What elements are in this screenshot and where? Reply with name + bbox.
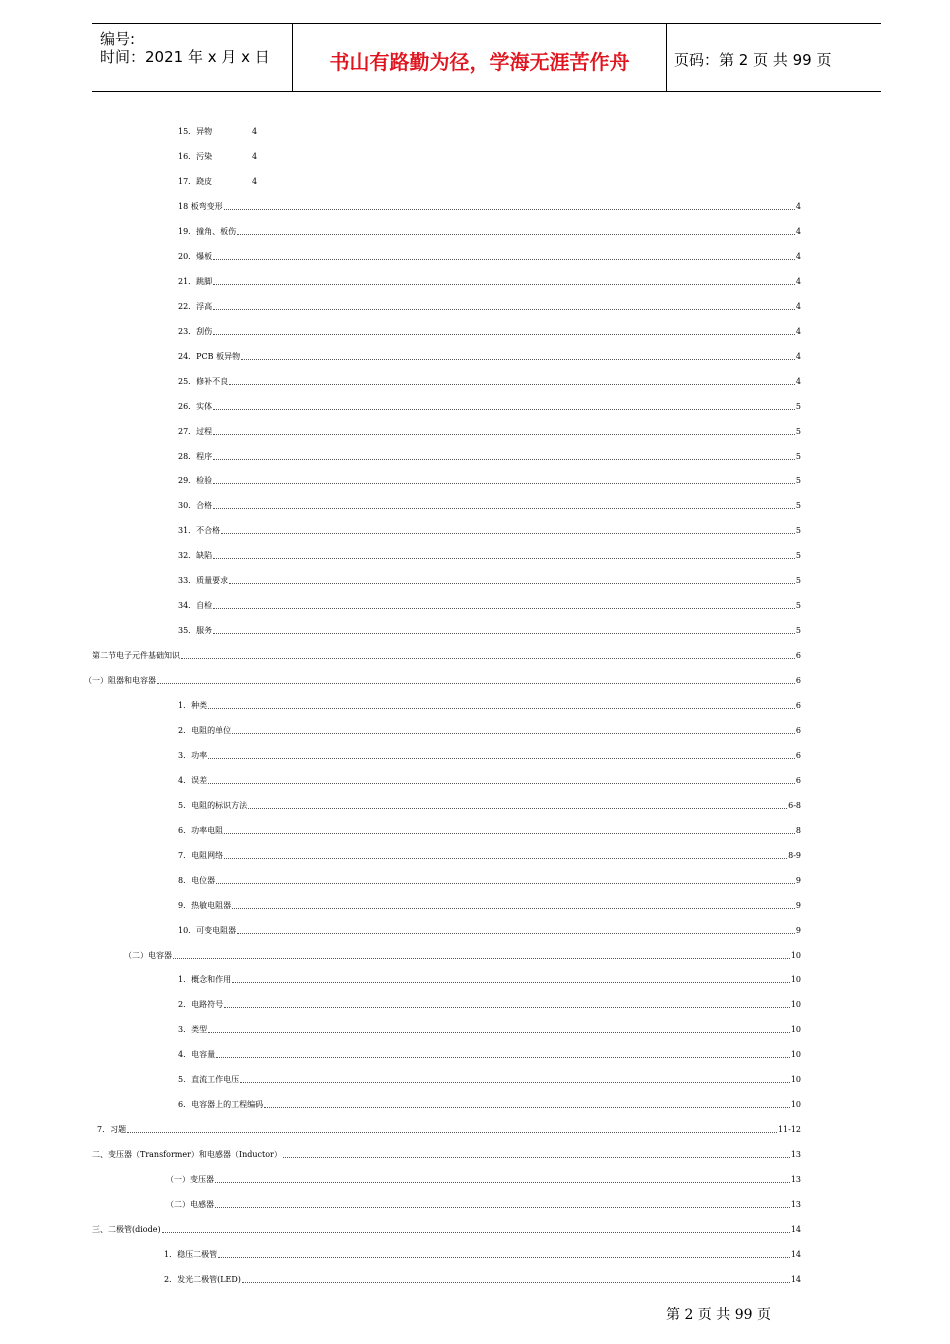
toc-entry (92, 650, 801, 662)
toc-entry-page: 5 (795, 551, 801, 560)
toc-entry-label: 30．合格 (178, 501, 213, 510)
dot-leader (229, 582, 795, 584)
dot-leader (242, 1281, 790, 1283)
toc-entry-label: 9．热敏电阻器 (178, 901, 232, 910)
toc-entry-label: 3．功率 (178, 751, 208, 760)
toc-entry (178, 301, 801, 313)
dot-leader (224, 208, 795, 210)
toc-entry-page: 6 (795, 651, 801, 660)
toc-entry-label: 27．过程 (178, 427, 213, 436)
dot-leader (218, 1256, 790, 1258)
toc-entry-label: 24．PCB 板异物 (178, 352, 241, 361)
toc-entry-page: 10 (790, 951, 801, 960)
toc-entry-page: 6 (795, 776, 801, 785)
toc-entry (178, 925, 801, 937)
toc-entry (178, 276, 801, 288)
toc-entry-page: 11-12 (777, 1125, 801, 1134)
toc-entry (178, 226, 801, 238)
toc-entry-label: 16．污染 (178, 152, 213, 161)
toc-entry (178, 1049, 801, 1061)
toc-entry (178, 1024, 801, 1036)
toc-entry-label: 二、变压器（Transformer）和电感器（Inductor） (92, 1150, 282, 1159)
toc-entry (178, 875, 801, 887)
toc-entry-page: 14 (790, 1225, 801, 1234)
toc-entry-label: 三、二极管(diode) (92, 1225, 161, 1234)
dot-leader (283, 1156, 790, 1158)
dot-leader (232, 907, 795, 909)
toc-entry-page: 9 (795, 876, 801, 885)
toc-entry-page: 10 (790, 1025, 801, 1034)
toc-entry-label: 6．功率电阻 (178, 826, 224, 835)
toc-entry (178, 775, 801, 787)
dot-leader (224, 857, 787, 859)
dot-leader (162, 1231, 790, 1233)
toc-entry-label: 10．可变电阻器 (178, 926, 237, 935)
toc-entry-label: 1．种类 (178, 701, 208, 710)
dot-leader (127, 1131, 777, 1133)
toc-entry (178, 451, 801, 463)
toc-entry (178, 725, 801, 737)
toc-entry-label: 29．检验 (178, 476, 213, 485)
toc-entry (178, 176, 258, 188)
dot-leader (208, 782, 795, 784)
toc-entry-label: 8．电位器 (178, 876, 216, 885)
toc-entry (84, 675, 801, 687)
toc-entry (178, 151, 258, 163)
toc-entry (178, 426, 801, 438)
toc-entry (164, 1274, 801, 1286)
toc-entry-page: 10 (790, 1000, 801, 1009)
toc-entry (178, 201, 801, 213)
dot-leader (213, 507, 795, 509)
toc-entry (178, 575, 801, 587)
toc-entry-page: 14 (790, 1275, 801, 1284)
dot-leader (173, 957, 790, 959)
toc-entry (178, 251, 801, 263)
dot-leader (208, 1031, 790, 1033)
toc-entry-page: 13 (790, 1150, 801, 1159)
toc-entry-label: 4．电容量 (178, 1050, 216, 1059)
toc-entry-label: （二）电容器 (124, 951, 172, 960)
toc-entry-page: 13 (790, 1200, 801, 1209)
dot-leader (229, 383, 795, 385)
toc-entry-page: 9 (795, 926, 801, 935)
toc-entry (166, 1199, 801, 1211)
toc-entry (178, 550, 801, 562)
toc-entry-label: 17．跷皮 (178, 177, 213, 186)
header-page-info: 页码：第 2 页 共 99 页 (674, 51, 832, 69)
toc-entry (124, 950, 801, 962)
toc-entry (178, 825, 801, 837)
toc-entry-label: 26．实体 (178, 402, 213, 411)
toc-entry-page: 5 (795, 402, 801, 411)
toc-entry (178, 625, 801, 637)
toc-entry (164, 1249, 801, 1261)
dot-leader (213, 458, 795, 460)
dot-leader (213, 433, 795, 435)
toc-entry-label: 22．浮高 (178, 302, 213, 311)
dot-leader (237, 233, 795, 235)
toc-entry-page: 4 (252, 127, 258, 136)
toc-entry-page: 4 (795, 377, 801, 386)
toc-entry-page: 5 (795, 601, 801, 610)
document-time-label: 时间：2021 年 x 月 x 日 (100, 48, 270, 66)
toc-entry-page: 13 (790, 1175, 801, 1184)
toc-entry-page: 10 (790, 1050, 801, 1059)
toc-entry (178, 376, 801, 388)
toc-entry (178, 326, 801, 338)
toc-entry-label: 3．类型 (178, 1025, 208, 1034)
toc-entry-page: 5 (795, 501, 801, 510)
dot-leader (208, 757, 795, 759)
dot-leader (213, 607, 795, 609)
toc-entry (166, 1174, 801, 1186)
toc-entry-label: 4．误差 (178, 776, 208, 785)
toc-entry-label: 5．电阻的标识方法 (178, 801, 248, 810)
toc-entry-page: 10 (790, 1075, 801, 1084)
page-footer: 第 2 页 共 99 页 (666, 1307, 771, 1323)
toc-entry-page: 10 (790, 975, 801, 984)
toc-entry-page: 4 (252, 152, 258, 161)
toc-entry (92, 1149, 801, 1161)
dot-leader (248, 807, 787, 809)
toc-entry (92, 1224, 801, 1236)
toc-entry-label: （一）变压器 (166, 1175, 214, 1184)
toc-entry (178, 401, 801, 413)
toc-entry-page: 4 (795, 277, 801, 286)
toc-entry (178, 351, 801, 363)
dot-leader (224, 1006, 790, 1008)
dot-leader (213, 283, 795, 285)
dot-leader (208, 707, 795, 709)
toc-entry (178, 500, 801, 512)
toc-entry (178, 475, 801, 487)
dot-leader (232, 981, 790, 983)
toc-entry-label: 15．异物 (178, 127, 213, 136)
toc-entry-label: （一）阻器和电容器 (84, 676, 156, 685)
toc-entry-page: 5 (795, 626, 801, 635)
toc-entry-label: 25．修补不良 (178, 377, 229, 386)
toc-entry-label: 7．电阻网络 (178, 851, 224, 860)
dot-leader (213, 632, 795, 634)
toc-entry-label: 21．跳脚 (178, 277, 213, 286)
dot-leader (213, 258, 795, 260)
toc-entry (178, 1074, 801, 1086)
toc-entry-label: 32．缺陷 (178, 551, 213, 560)
toc-entry (178, 750, 801, 762)
toc-entry (178, 600, 801, 612)
toc-entry-page: 4 (795, 327, 801, 336)
dot-leader (216, 1056, 790, 1058)
dot-leader (221, 532, 795, 534)
dot-leader (213, 308, 795, 310)
dot-leader (213, 408, 795, 410)
toc-entry-label: 7．习题 (97, 1125, 127, 1134)
toc-entry-label: 34．自检 (178, 601, 213, 610)
toc-entry-page: 6 (795, 676, 801, 685)
dot-leader (157, 682, 795, 684)
toc-entry (178, 126, 258, 138)
dot-leader (215, 1206, 790, 1208)
toc-entry-label: 20．爆板 (178, 252, 213, 261)
toc-entry-label: 1．概念和作用 (178, 975, 232, 984)
dot-leader (264, 1106, 790, 1108)
dot-leader (232, 732, 795, 734)
toc-entry-page: 4 (795, 352, 801, 361)
toc-entry-page: 6 (795, 726, 801, 735)
toc-entry-page: 4 (795, 227, 801, 236)
toc-entry-label: 第二节电子元件基础知识 (92, 651, 180, 660)
toc-entry-page: 9 (795, 901, 801, 910)
dot-leader (213, 333, 795, 335)
toc-entry-page: 5 (795, 476, 801, 485)
toc-entry-page: 6 (795, 751, 801, 760)
toc-entry-label: 1．稳压二极管 (164, 1250, 218, 1259)
toc-entry-label: （二）电感器 (166, 1200, 214, 1209)
dot-leader (181, 657, 795, 659)
toc-entry-page: 5 (795, 526, 801, 535)
toc-entry-page: 4 (795, 202, 801, 211)
dot-leader (215, 1181, 790, 1183)
toc-entry-label: 28．程序 (178, 452, 213, 461)
dot-leader (241, 358, 795, 360)
toc-entry-label: 6．电容器上的工程编码 (178, 1100, 264, 1109)
toc-entry-label: 19．撞角、板伤 (178, 227, 237, 236)
toc-entry (97, 1124, 801, 1136)
toc-entry (178, 974, 801, 986)
toc-entry-page: 4 (795, 302, 801, 311)
toc-entry (178, 999, 801, 1011)
toc-entry-page: 5 (795, 576, 801, 585)
toc-entry (178, 900, 801, 912)
toc-entry-label: 33．质量要求 (178, 576, 229, 585)
toc-entry-label: 5．直流工作电压 (178, 1075, 240, 1084)
toc-entry-page: 6-8 (788, 801, 801, 810)
toc-entry (178, 850, 801, 862)
toc-entry-label: 18 板弯变形 (178, 202, 223, 211)
toc-entry-page: 8 (795, 826, 801, 835)
header-motto: 书山有路勤为径，学海无涯苦作舟 (329, 50, 630, 74)
toc-entry-label: 31．不合格 (178, 526, 221, 535)
toc-entry (178, 700, 801, 712)
toc-entry-label: 23．刮伤 (178, 327, 213, 336)
toc-entry-page: 8-9 (788, 851, 801, 860)
dot-leader (216, 882, 795, 884)
toc-entry-page: 5 (795, 427, 801, 436)
toc-entry (178, 525, 801, 537)
toc-entry-page: 14 (790, 1250, 801, 1259)
toc-entry-label: 2．电路符号 (178, 1000, 224, 1009)
toc-entry-label: 2．电阻的单位 (178, 726, 232, 735)
dot-leader (213, 557, 795, 559)
toc-entry (178, 1099, 801, 1111)
toc-entry (178, 800, 801, 812)
toc-entry-label: 2．发光二极管(LED) (164, 1275, 241, 1284)
toc-entry-page: 6 (795, 701, 801, 710)
dot-leader (237, 932, 795, 934)
document-number-label: 编号: (100, 30, 136, 48)
toc-entry-label: 35．服务 (178, 626, 213, 635)
toc-entry-page: 5 (795, 452, 801, 461)
toc-entry-page: 10 (790, 1100, 801, 1109)
dot-leader (213, 482, 795, 484)
dot-leader (240, 1081, 790, 1083)
toc-entry-page: 4 (795, 252, 801, 261)
toc-entry-page: 4 (252, 177, 258, 186)
dot-leader (224, 832, 795, 834)
